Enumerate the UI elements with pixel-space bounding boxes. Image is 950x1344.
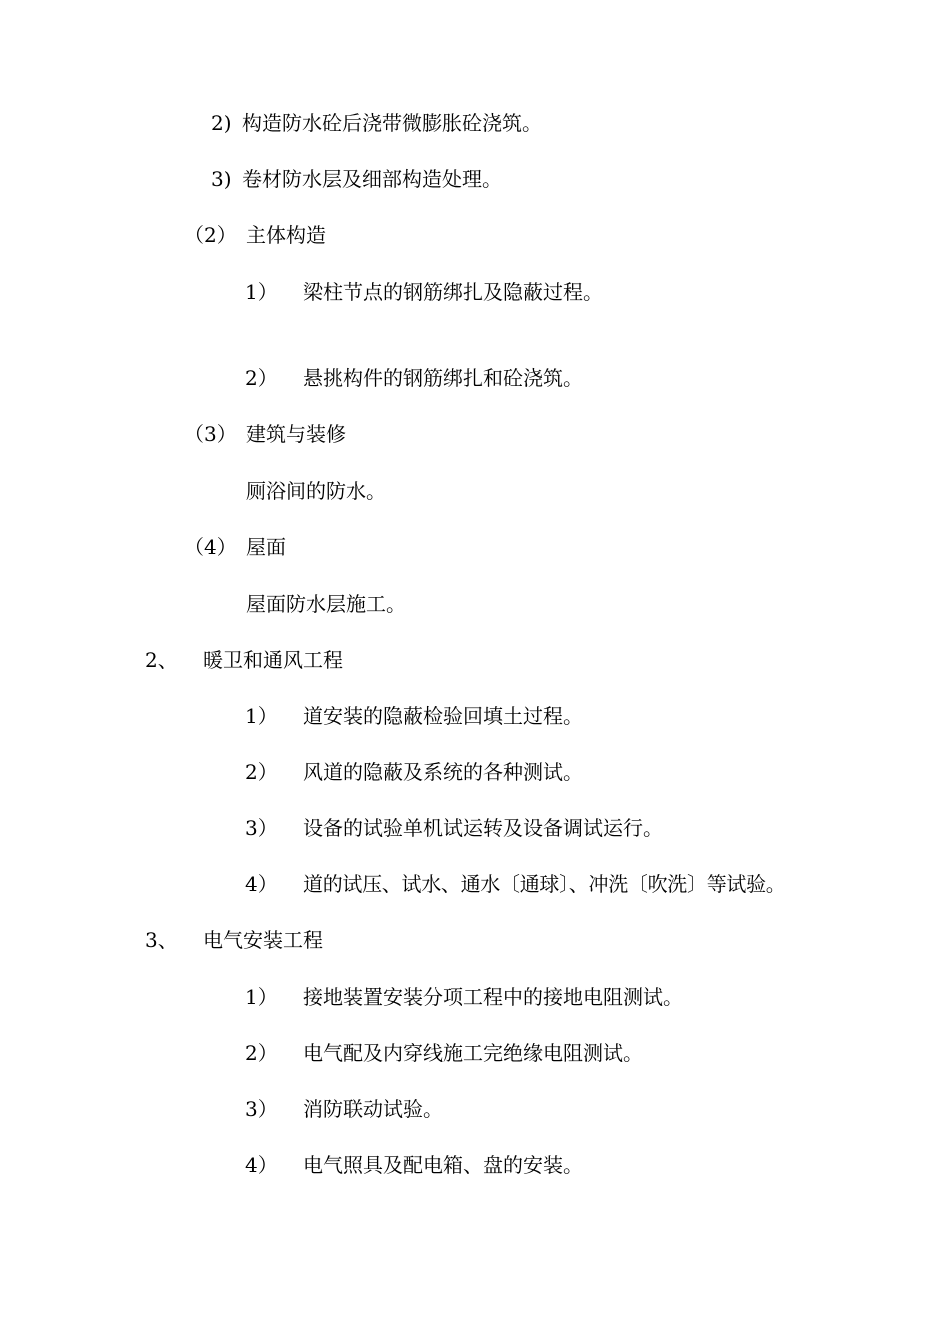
item-text: 建筑与装修 (246, 422, 346, 446)
item-number: 1） (245, 985, 278, 1009)
item-text: 接地装置安装分项工程中的接地电阻测试。 (303, 985, 683, 1009)
item-number: 2） (245, 366, 278, 390)
item-number: 4） (245, 1153, 278, 1177)
item-number: 2） (245, 1041, 278, 1065)
item-text: 主体构造 (246, 223, 326, 247)
item-text: 道安装的隐蔽检验回填土过程。 (303, 704, 583, 728)
item-text: 悬挑构件的钢筋绑扎和砼浇筑。 (303, 366, 583, 390)
list-item (211, 166, 502, 192)
list-item (245, 703, 583, 729)
item-text: 构造防水砼后浇带微膨胀砼浇筑。 (242, 111, 542, 135)
item-text: 消防联动试验。 (303, 1097, 443, 1121)
item-number: 1） (245, 280, 278, 304)
list-item (245, 759, 583, 785)
list-item (245, 279, 603, 305)
item-text: 厕浴间的防水。 (246, 479, 386, 503)
item-text: 卷材防水层及细部构造处理。 (242, 167, 502, 191)
item-text: 道的试压、试水、通水〔通球〕、冲洗〔吹洗〕等试验。 (303, 872, 786, 896)
item-text: 屋面防水层施工。 (246, 592, 406, 616)
item-number: （3） (184, 422, 237, 446)
section-heading (184, 534, 286, 560)
item-number: （2） (184, 223, 237, 247)
item-text: 电气安装工程 (203, 928, 323, 952)
section-heading (184, 222, 326, 248)
item-text: 梁柱节点的钢筋绑扎及隐蔽过程。 (303, 280, 603, 304)
item-number: 3) (211, 167, 232, 191)
list-item (245, 1152, 583, 1178)
item-text: 风道的隐蔽及系统的各种测试。 (303, 760, 583, 784)
section-heading (145, 647, 343, 673)
item-text: 设备的试验单机试运转及设备调试运行。 (303, 816, 663, 840)
item-number: 2） (245, 760, 278, 784)
item-number: 2) (211, 111, 232, 135)
item-number: 3） (245, 1097, 278, 1121)
list-item (245, 365, 583, 391)
list-item (245, 871, 786, 897)
item-number: 4） (245, 872, 278, 896)
list-item (245, 984, 683, 1010)
section-heading (145, 927, 323, 953)
paragraph (246, 478, 386, 504)
list-item (245, 1096, 443, 1122)
list-item (245, 815, 663, 841)
item-text: 电气照具及配电箱、盘的安装。 (303, 1153, 583, 1177)
item-number: 1） (245, 704, 278, 728)
section-heading (184, 421, 346, 447)
item-number: 2、 (145, 648, 178, 672)
paragraph (246, 591, 406, 617)
item-number: 3、 (145, 928, 178, 952)
item-text: 暖卫和通风工程 (203, 648, 343, 672)
item-number: （4） (184, 535, 237, 559)
item-text: 电气配及内穿线施工完绝缘电阻测试。 (303, 1041, 643, 1065)
list-item (245, 1040, 643, 1066)
list-item (211, 110, 542, 136)
item-number: 3） (245, 816, 278, 840)
item-text: 屋面 (246, 535, 286, 559)
